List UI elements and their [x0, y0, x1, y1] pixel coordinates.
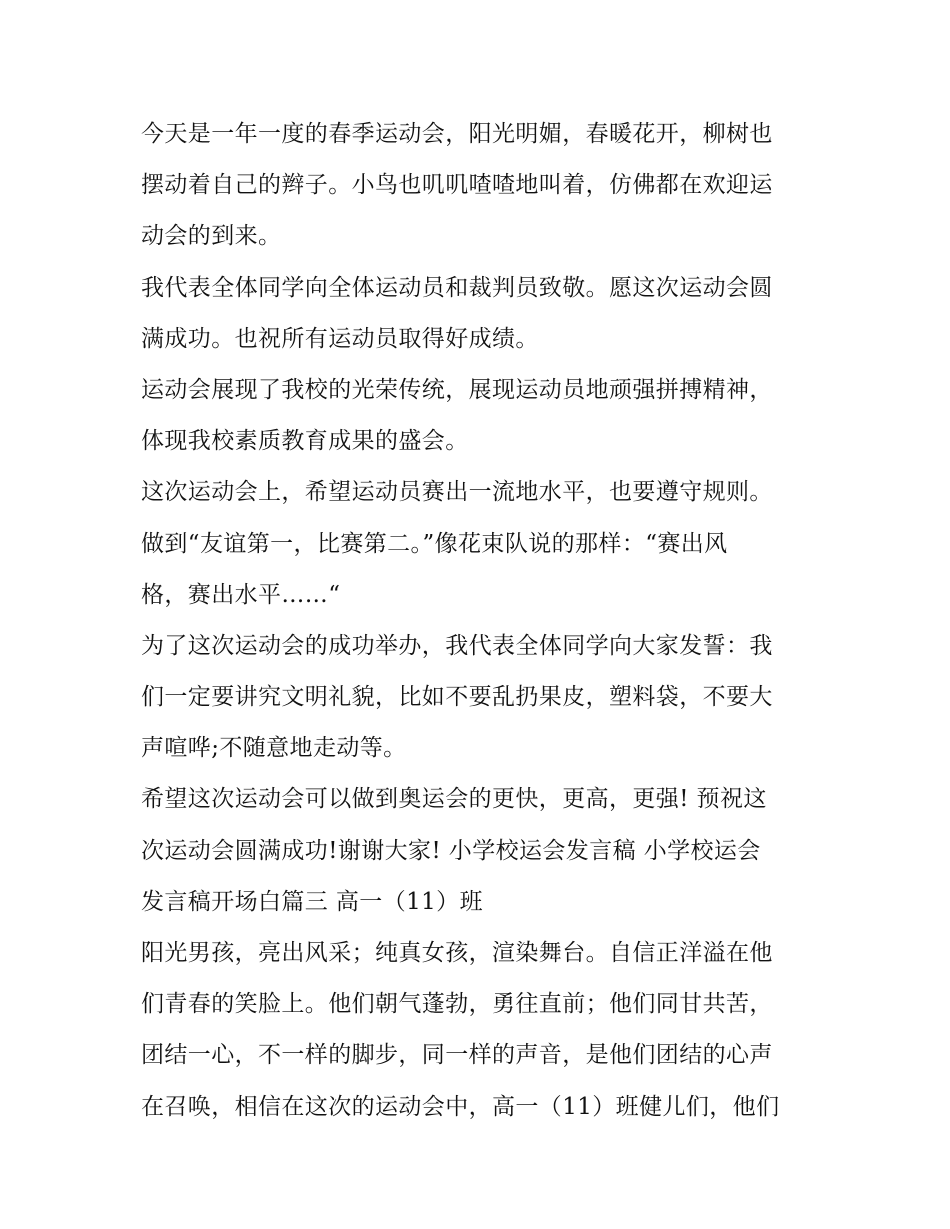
text-line: 动会的到来。	[141, 223, 282, 250]
text-line: 们青春的笑脸上。他们朝气蓬勃，勇往直前；他们同甘共苦，	[141, 991, 773, 1018]
text-line: 阳光男孩，亮出风采；纯真女孩，渲染舞台。自信正洋溢在他	[141, 940, 773, 966]
text-line: 做到“友谊第一，比赛第二。”像花束队说的那样：“赛出风	[141, 530, 728, 557]
text-line: 运动会展现了我校的光荣传统，展现运动员地顽强拼搏精神，	[141, 376, 773, 403]
text-line: 今天是一年一度的春季运动会，阳光明媚，春暖花开，柳树也	[141, 121, 773, 147]
text-line: 这次运动会上，希望运动员赛出一流地水平，也要遵守规则。	[141, 479, 773, 506]
text-line: 格，赛出水平……“	[141, 581, 341, 608]
text-line: 体现我校素质教育成果的盛会。	[141, 428, 469, 455]
text-line: 们一定要讲究文明礼貌，比如不要乱扔果皮，塑料袋，不要大	[141, 684, 773, 711]
text-line: 发言稿开场白篇三 高一（11）班	[141, 888, 483, 915]
text-line: 摆动着自己的辫子。小鸟也叽叽喳喳地叫着，仿佛都在欢迎运	[141, 172, 773, 199]
text-line: 为了这次运动会的成功举办，我代表全体同学向大家发誓：我	[141, 632, 773, 659]
text-line: 团结一心，不一样的脚步，同一样的声音，是他们团结的心声	[141, 1042, 773, 1069]
text-line: 满成功。也祝所有运动员取得好成绩。	[141, 325, 539, 352]
document-body	[141, 109, 821, 1133]
text-line: 在召唤，相信在这次的运动会中，高一（11）班健儿们，他们	[141, 1093, 780, 1120]
text-line: 我代表全体同学向全体运动员和裁判员致敬。愿这次运动会圆	[141, 274, 773, 301]
text-line: 希望这次运动会可以做到奥运会的更快，更高，更强! 预祝这	[141, 786, 767, 813]
text-line: 声喧哗;不随意地走动等。	[141, 735, 407, 762]
text-line: 次运动会圆满成功!谢谢大家! 小学校运会发言稿 小学校运会	[141, 837, 761, 864]
